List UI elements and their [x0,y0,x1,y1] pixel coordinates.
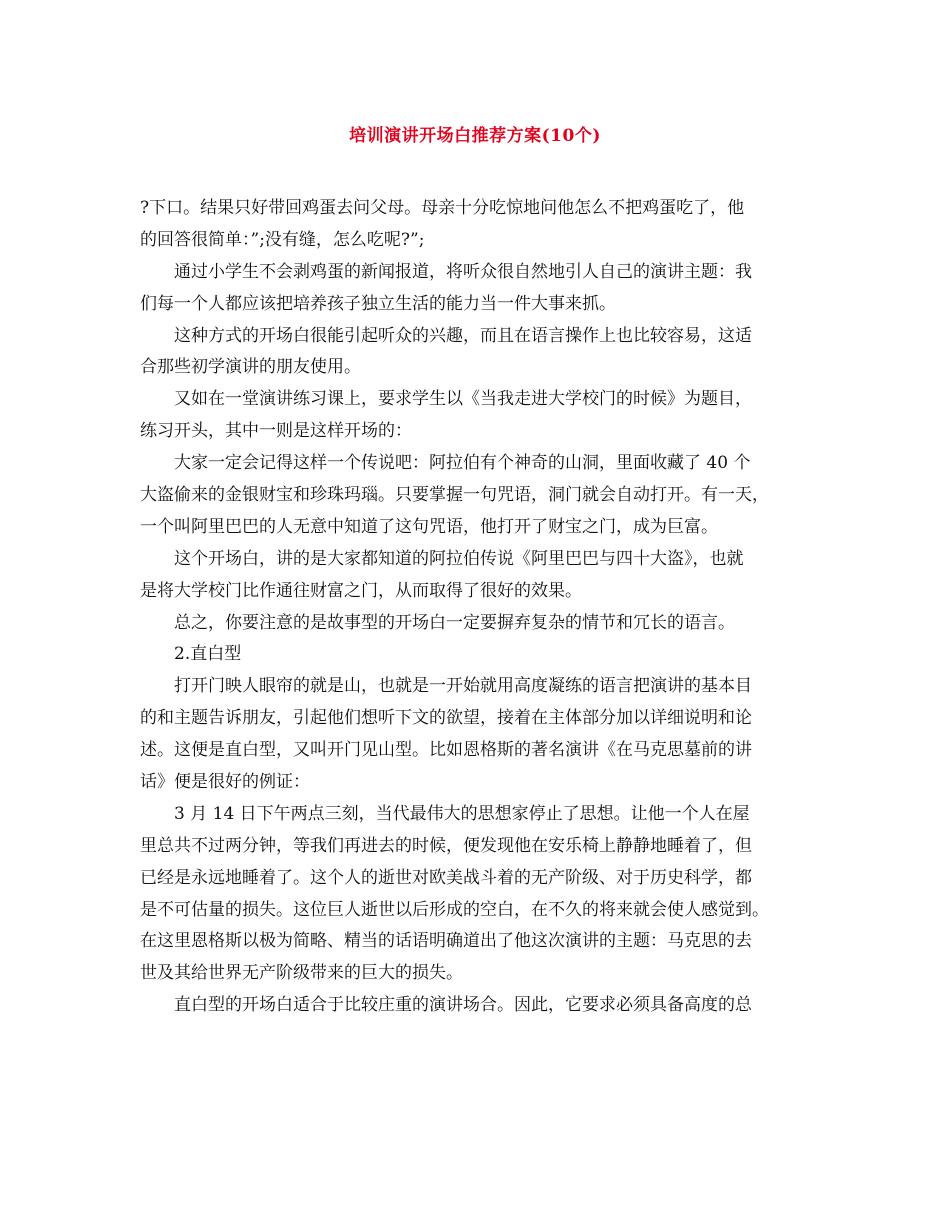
text-line: 一个叫阿里巴巴的人无意中知道了这句咒语，他打开了财宝之门，成为巨富。 [140,516,718,537]
text-line: 已经是永远地睡着了。这个人的逝世对欧美战斗着的无产阶级、对于历史科学，都 [140,867,752,888]
text-line: 世及其给世界无产阶级带来的巨大的损失。 [140,963,463,984]
text-line: 这个开场白，讲的是大家都知道的阿拉伯传说《阿里巴巴与四十大盗》，也就 [174,548,744,569]
text-line: 3 月 14 日下午两点三刻，当代最伟大的思想家停止了思想。让他一个人在屋 [174,803,750,824]
text-line: 打开门映人眼帘的就是山，也就是一开始就用高度凝练的语言把演讲的基本目 [174,676,752,697]
text-line: 直白型的开场白适合于比较庄重的演讲场合。因此，它要求必须具备高度的总 [174,995,752,1016]
text-line: 通过小学生不会剥鸡蛋的新闻报道，将听众很自然地引人自己的演讲主题：我 [174,261,752,282]
text-line: 这种方式的开场白很能引起听众的兴趣，而且在语言操作上也比较容易，这适 [174,325,752,346]
text-line: 大家一定会记得这样一个传说吧：阿拉伯有个神奇的山洞，里面收藏了 40 个 [174,453,751,474]
text-line: 是将大学校门比作通往财富之门，从而取得了很好的效果。 [140,580,582,601]
text-line: 的回答很简单：”;没有缝，怎么吃呢?”; [140,229,425,250]
document-body [140,193,814,1022]
document-title: 培训演讲开场白推荐方案(10个) [349,126,601,146]
text-line: 总之，你要注意的是故事型的开场白一定要摒弃复杂的情节和冗长的语言。 [174,612,735,633]
text-line: ?下口。结果只好带回鸡蛋去问父母。母亲十分吃惊地问他怎么不把鸡蛋吃了，他 [140,198,745,218]
text-line: 合那些初学演讲的朋友使用。 [140,357,361,378]
text-line: 是不可估量的损失。这位巨人逝世以后形成的空白，在不久的将来就会使人感觉到。 [140,899,769,920]
section-heading: 2.直白型 [174,644,242,665]
text-line: 练习开头，其中一则是这样开场的： [140,421,412,442]
text-line: 里总共不过两分钟，等我们再进去的时候，便发现他在安乐椅上静静地睡着了，但 [140,835,752,856]
text-line: 话》便是很好的例证： [140,772,310,793]
text-line: 在这里恩格斯以极为简略、精当的话语明确道出了他这次演讲的主题：马克思的去 [140,931,752,952]
text-line: 述。这便是直白型，又叫开门见山型。比如恩格斯的著名演讲《在马克思墓前的讲 [140,740,752,761]
text-line: 又如在一堂演讲练习课上，要求学生以《当我走进大学校门的时候》为题目， [174,389,752,410]
text-line: 的和主题告诉朋友，引起他们想听下文的欲望，接着在主体部分加以详细说明和论 [140,708,752,729]
text-line: 大盗偷来的金银财宝和珍珠玛瑙。只要掌握一句咒语，洞门就会自动打开。有一天， [140,485,769,506]
text-line: 们每一个人都应该把培养孩子独立生活的能力当一件大事来抓。 [140,293,616,314]
